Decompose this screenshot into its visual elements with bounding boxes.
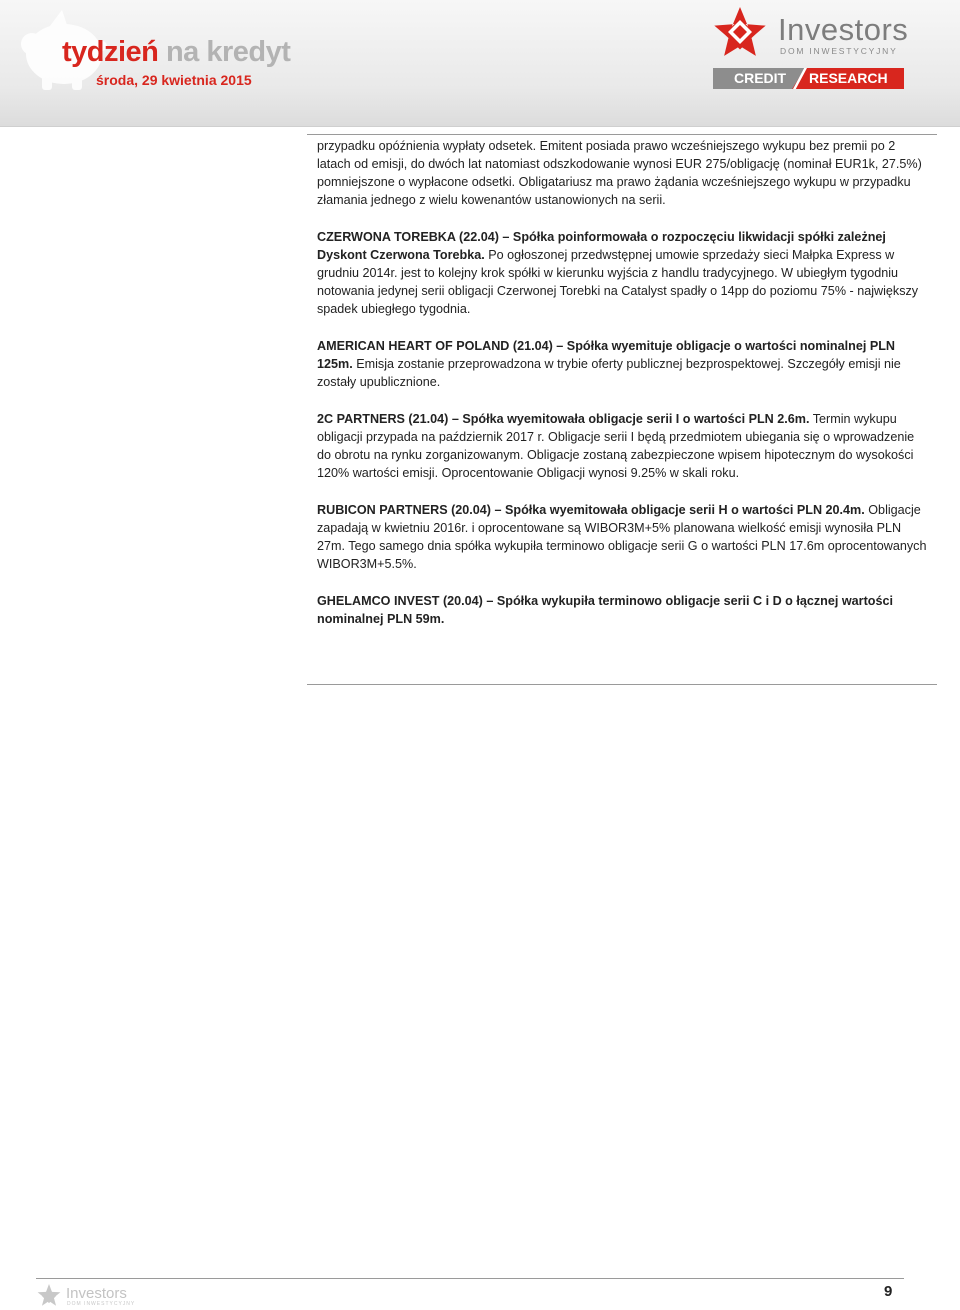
- company-subtitle: DOM INWESTYCYJNY: [780, 46, 898, 56]
- title-word-tydzien: tydzień: [62, 36, 159, 68]
- news-item: [317, 410, 929, 482]
- news-item-title: GHELAMCO INVEST (20.04) – Spółka wykupiła terminowo obligacje serii C i D o łącznej wartości nominalnej PLN 59m.: [317, 594, 893, 626]
- issue-date: środa, 29 kwietnia 2015: [96, 72, 252, 88]
- news-item-title: RUBICON PARTNERS (20.04) – Spółka wyemitowała obligacje serii H o wartości PLN 20.4m.: [317, 503, 865, 517]
- news-item: [317, 228, 929, 318]
- page-header: [0, 0, 960, 127]
- band-research-label: RESEARCH: [809, 70, 888, 86]
- article-body: [317, 137, 929, 647]
- news-item-text: Termin wykupu obligacji przypada na październik 2017 r. Obligacje serii I będą przedmiotem ubiegania się o wprowadzenie do obrotu na rynku zorganizowanym. Obligacje zostaną zabezpieczone wpisem hipotecznym do wysokości 120% wartości emisji. Oprocentowanie Obligacji wynosi 9.25% w skali roku.: [317, 412, 915, 480]
- news-item-text: Po ogłoszonej przedwstępnej umowie sprzedaży sieci Małpka Express w grudniu 2014r. jest to kolejny krok spółki w kierunku wyjścia z handlu tradycyjnego. W ubiegłym tygodniu notowania jedynej serii obligacji Czerwonej Torebki na Catalyst spadły o 14pp do poziomu 75% - największy spadek ubiegłego tygodnia.: [317, 248, 919, 316]
- news-item-text: Obligacje zapadają w kwietniu 2016r. i oprocentowane są WIBOR3M+5% planowana wielkość emisji wynosiła PLN 27m. Tego samego dnia spółka wykupiła terminowo obligacje serii G o wartości PLN 17.6m oprocentowanych WIBOR3M+5.5%.: [317, 503, 927, 571]
- newsletter-title: [62, 36, 290, 69]
- footer-company-name: Investors: [66, 1285, 127, 1302]
- news-item: [317, 501, 929, 573]
- top-divider: [307, 134, 937, 135]
- investors-star-logo: [710, 4, 774, 64]
- news-item: [317, 337, 929, 391]
- bottom-divider: [307, 684, 937, 685]
- footer-divider: [36, 1278, 904, 1279]
- news-item: [317, 592, 929, 628]
- footer-investors-logo: [36, 1283, 64, 1309]
- band-credit-label: CREDIT: [734, 70, 787, 86]
- title-word-na-kredyt: na kredyt: [165, 36, 291, 68]
- credit-research-band: [713, 68, 904, 89]
- news-item: [317, 137, 929, 209]
- news-item-text: przypadku opóźnienia wypłaty odsetek. Emitent posiada prawo wcześniejszego wykupu bez premii po 2 latach od emisji, do dwóch lat natomiast odszkodowanie wynosi EUR 275/obligację (nominał EUR1k, 27.5%) pomniejszone o wypłacone odsetki. Obligatariusz ma prawo żądania wcześniejszego wykupu w przypadku złamania jednego z wielu kowenantów ustanowionych na serii.: [317, 139, 922, 207]
- footer-company-subtitle: DOM INWESTYCYJNY: [67, 1301, 136, 1307]
- company-name: Investors: [778, 12, 909, 47]
- news-item-text: Emisja zostanie przeprowadzona w trybie oferty publicznej bezprospektowej. Szczegóły emisji nie zostały upublicznione.: [317, 357, 901, 389]
- page-number: 9: [884, 1283, 893, 1300]
- news-item-title: 2C PARTNERS (21.04) – Spółka wyemitowała obligacje serii I o wartości PLN 2.6m.: [317, 412, 810, 426]
- news-item-title: CZERWONA TOREBKA (22.04) – Spółka poinformowała o rozpoczęciu likwidacji spółki zależnej Dyskont Czerwona Torebka.: [317, 230, 886, 262]
- news-item-title: AMERICAN HEART OF POLAND (21.04) – Spółka wyemituje obligacje o wartości nominalnej PLN 125m.: [317, 339, 896, 371]
